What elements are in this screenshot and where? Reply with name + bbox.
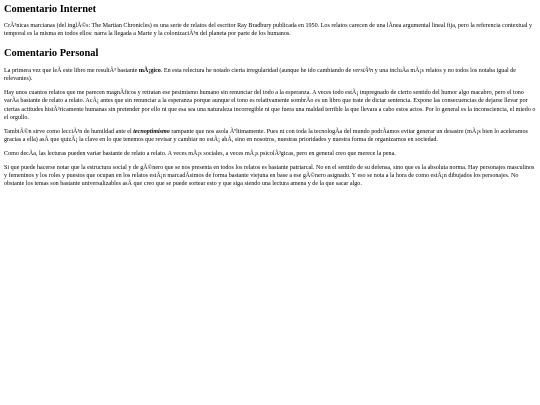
paragraph-personal-1 (4, 67, 536, 83)
bold-italic-text: tecnoptimismo (133, 128, 170, 135)
heading-internet-comment: Comentario Internet (4, 4, 97, 15)
text-run: . En esta relectura he notado cierta irregularidad (aunque he ido cambiando de (160, 68, 353, 75)
text-run: rampante que nos asola Ãºltimamente. Pues ni con toda la tecnologÃa del mundo podrÃamos evitar generar un desastre (mÃ¡s bien lo aceleramos gracias a ella) asÃ que quizÃ¡ la clave en lo que tenemos que revisar y cambiar no estÃ¡ ahÃ, sino en nosotros, nuestras prioridades y nuestra forma de organizarnos en sociedad. (4, 128, 528, 143)
paragraph-personal-5: Si que puede hacerse notar que la estructura social y de gÃ©nero que se nos presenta en todos los relatos es bastante patriarcal. No en el sentido de su defensa, sino que es la absoluta norma. Hay personajes masculinos y femeninos y los roles y puestos que ocupan en los relatos estÃ¡n marcadÃsimos de forma bastante viejuna en base a ese gÃ©nero asignado. Y eso se nota a la hora de como estÃ¡n dibujados los personajes. No obstante los temas son bastante universalizables asÃ que creo que se puede sortear esto y que siga siendo una lectura amena y de la que sacar algo. (4, 165, 535, 188)
text-run: y una incluÃa mÃ¡s relatos y no todos los notaba igual de relevantes). (4, 68, 516, 83)
paragraph-personal-4: Como decÃa, las lecturas pueden variar bastante de relato a relato. A veces mÃ¡s sociales, a veces mÃ¡s psicolÃ³gicas, pero en general creo que merece la pena. (4, 150, 396, 157)
italic-text: versiÃ³n (352, 68, 374, 75)
heading-personal-comment: Comentario Personal (4, 48, 99, 60)
text-run: TambiÃ©n sirve como lecciÃ³n de humildad ante el (4, 128, 134, 135)
text-run: La primera vez que leÃ este libro me resultÃ³ bastante (4, 68, 139, 75)
bold-text: mÃ¡gico (138, 68, 161, 75)
paragraph-internet-comment: CrÃ³nicas marcianas (del inglÃ©s: The Martian Chronicles) es una serie de relatos del escritor Ray Bradbury publicada en 1950. Los relatos carecen de una lÃnea argumental lineal fija, pero la referencia contextual y temporal es la misma en todos ellos: narra la llegada a Marte y la colonizaciÃ³n del planeta por parte de los humanos. (4, 23, 533, 38)
document-page (0, 0, 540, 188)
paragraph-personal-2: Hay unos cuantos relatos que me parecen magnÃficos y retratan ese pesimismo humano sin renunciar del todo a la esperanza. A veces todo estÃ¡ impregnado de cierto sentido del humor algo macabro, pero el tono varÃa bastante de relato a relato. AcÃ¡ antes que sin renunciar a la esperanza porque aunque el tono es relativamente sombrÃo es un libro que trate de dictar sentencia. Expone las consecuencias de dejarse llevar por ciertas actitudes histÃ³ricamente humanas sin pretender por ello ni que esa sea una naturaleza incorregible ni que fuera una maldad terrible la que llevara a cabo estos actos. Por lo general es la inconsciencia, el miedo o el orgullo. (4, 90, 536, 121)
paragraph-personal-3 (4, 128, 536, 144)
